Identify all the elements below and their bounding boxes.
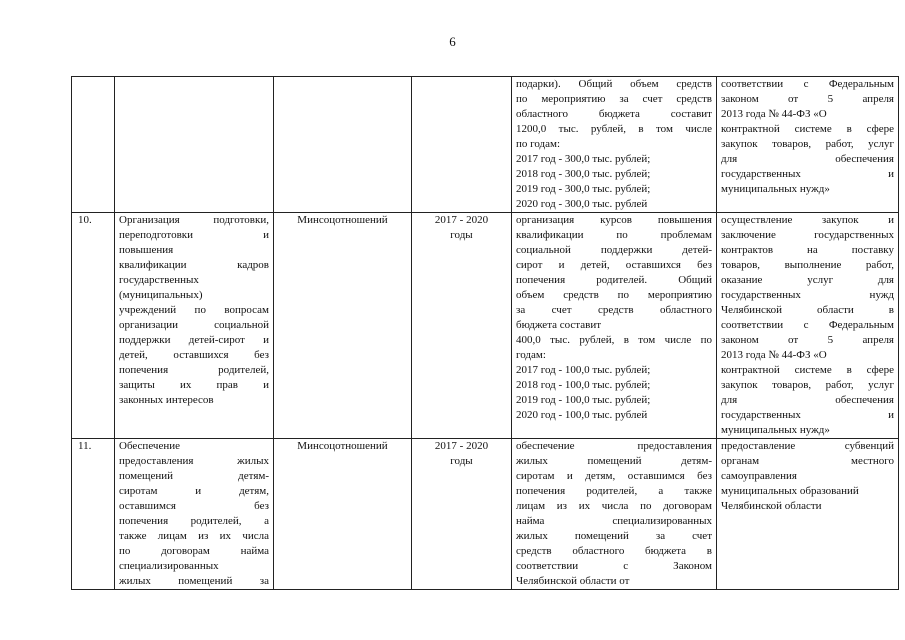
mechanism-line: государственных нужд (721, 289, 894, 301)
description-line: 2018 год - 300,0 тыс. рублей; (516, 168, 651, 180)
mechanism-line: заключение государственных (721, 229, 894, 241)
name-line: законных интересов (119, 394, 214, 406)
row-number-cell (72, 213, 115, 439)
description-cell (512, 77, 717, 213)
mechanism-line: оказание услуг для (721, 274, 894, 286)
mechanism-line: муниципальных образований (721, 485, 859, 497)
description-line: годам: (516, 349, 546, 361)
mechanism-line: Челябинской области в (721, 304, 894, 316)
description-line: 2020 год - 100,0 тыс. рублей (516, 409, 648, 421)
description-line: сирот и детей, оставшихся без (516, 259, 712, 271)
mechanism-line: государственных и (721, 168, 894, 180)
term-cell (412, 213, 512, 439)
name-line: поддержки детей-сирот и (119, 334, 269, 346)
description-line: 2018 год - 100,0 тыс. рублей; (516, 379, 651, 391)
term-cell (412, 77, 512, 213)
mechanism-line: законом от 5 апреля (721, 334, 894, 346)
mechanism-line: государственных и (721, 409, 894, 421)
executor-text: Минсоцотношений (297, 440, 388, 452)
mechanism-line: для обеспечения (721, 153, 894, 165)
mechanism-line: 2013 года № 44-ФЗ «О (721, 349, 827, 361)
mechanism-line: Челябинской области (721, 500, 822, 512)
description-line: средств областного бюджета в (516, 545, 712, 557)
name-line: государственных (119, 274, 199, 286)
description-line: найма специализированных (516, 515, 712, 527)
mechanism-line: контрактной системе в сфере (721, 123, 894, 135)
name-line: помещений детям- (119, 470, 269, 482)
name-line: оставшимся без (119, 500, 269, 512)
description-line: подарки). Общий объем средств (516, 78, 712, 90)
mechanism-line: муниципальных нужд» (721, 424, 830, 436)
mechanism-line: муниципальных нужд» (721, 183, 830, 195)
name-line: по договорам найма (119, 545, 269, 557)
description-line: областного бюджета составит (516, 108, 712, 120)
description-line: сиротам и детям, оставшимся без (516, 470, 712, 482)
name-line: жилых помещений за (119, 575, 269, 587)
executor-cell (274, 439, 412, 590)
term-line: 2017 - 2020 (434, 214, 489, 226)
term-line: годы (450, 229, 473, 241)
name-line: переподготовки и (119, 229, 269, 241)
page-number: 6 (449, 34, 456, 49)
mechanism-cell (717, 77, 899, 213)
name-line: учреждений по вопросам (119, 304, 269, 316)
mechanism-line: осуществление закупок и (721, 214, 894, 226)
name-line: защиты их прав и (119, 379, 269, 391)
table-row (72, 213, 899, 439)
description-line: за счет средств областного (516, 304, 712, 316)
measure-name-cell (115, 77, 274, 213)
mechanism-line: соответствии с Федеральным (721, 319, 894, 331)
description-line: социальной поддержки детей- (516, 244, 712, 256)
term-cell (412, 439, 512, 590)
name-line: попечения родителей, (119, 364, 269, 376)
measure-name-cell (115, 213, 274, 439)
mechanism-line: товаров, выполнение работ, (721, 259, 894, 271)
description-line: 1200,0 тыс. рублей, в том числе (516, 123, 712, 135)
executor-text: Минсоцотношений (297, 214, 388, 226)
description-line: бюджета составит (516, 319, 602, 331)
description-line: Челябинской области от (516, 575, 630, 587)
mechanism-line: закупок товаров, работ, услуг (721, 379, 894, 391)
measures-table (71, 76, 899, 590)
description-line: соответствии с Законом (516, 560, 712, 572)
mechanism-line: контрактов на поставку (721, 244, 894, 256)
description-line: жилых помещений детям- (516, 455, 712, 467)
name-line: предоставления жилых (119, 455, 269, 467)
mechanism-cell (717, 439, 899, 590)
executor-cell (274, 77, 412, 213)
mechanism-line: для обеспечения (721, 394, 894, 406)
term-line: годы (450, 455, 473, 467)
mechanism-line: контрактной системе в сфере (721, 364, 894, 376)
mechanism-line: закупок товаров, работ, услуг (721, 138, 894, 150)
mechanism-line: 2013 года № 44-ФЗ «О (721, 108, 827, 120)
name-line: специализированных (119, 560, 219, 572)
row-number-cell (72, 439, 115, 590)
term-line: 2017 - 2020 (434, 440, 489, 452)
description-line: объем средств по мероприятию (516, 289, 712, 301)
table-row (72, 439, 899, 590)
description-line: по мероприятию за счет средств (516, 93, 712, 105)
description-line: лицам из их числа по договорам (516, 500, 712, 512)
description-line: 2019 год - 300,0 тыс. рублей; (516, 183, 651, 195)
mechanism-line: органам местного (721, 455, 894, 467)
description-line: попечения родителей. Общий (516, 274, 712, 286)
name-line: повышения (119, 244, 174, 256)
description-line: 2017 год - 300,0 тыс. рублей; (516, 153, 651, 165)
name-line: попечения родителей, а (119, 515, 269, 527)
name-line: детей, оставшихся без (119, 349, 269, 361)
mechanism-cell (717, 213, 899, 439)
mechanism-line: соответствии с Федеральным (721, 78, 894, 90)
description-line: организация курсов повышения (516, 214, 712, 226)
table-body (72, 77, 899, 590)
row-number: 10. (78, 214, 92, 226)
description-line: 2020 год - 300,0 тыс. рублей (516, 198, 648, 210)
description-line: по годам: (516, 138, 561, 150)
measure-name-cell (115, 439, 274, 590)
name-line: Обеспечение (119, 440, 180, 452)
description-line: 400,0 тыс. рублей, в том числе по (516, 334, 712, 346)
row-number: 11. (78, 440, 92, 452)
description-line: обеспечение предоставления (516, 440, 712, 452)
mechanism-line: предоставление субвенций (721, 440, 894, 452)
description-line: попечения родителей, а также (516, 485, 712, 497)
name-line: сиротам и детям, (119, 485, 269, 497)
name-line: организации социальной (119, 319, 269, 331)
description-line: квалификации по проблемам (516, 229, 712, 241)
mechanism-line: законом от 5 апреля (721, 93, 894, 105)
name-line: также лицам из их числа (119, 530, 269, 542)
table-row (72, 77, 899, 213)
name-line: квалификации кадров (119, 259, 269, 271)
description-cell (512, 439, 717, 590)
description-cell (512, 213, 717, 439)
name-line: (муниципальных) (119, 289, 203, 301)
description-line: 2017 год - 100,0 тыс. рублей; (516, 364, 651, 376)
description-line: 2019 год - 100,0 тыс. рублей; (516, 394, 651, 406)
description-line: жилых помещений за счет (516, 530, 712, 542)
mechanism-line: самоуправления (721, 470, 797, 482)
name-line: Организация подготовки, (119, 214, 269, 226)
row-number-cell (72, 77, 115, 213)
executor-cell (274, 213, 412, 439)
